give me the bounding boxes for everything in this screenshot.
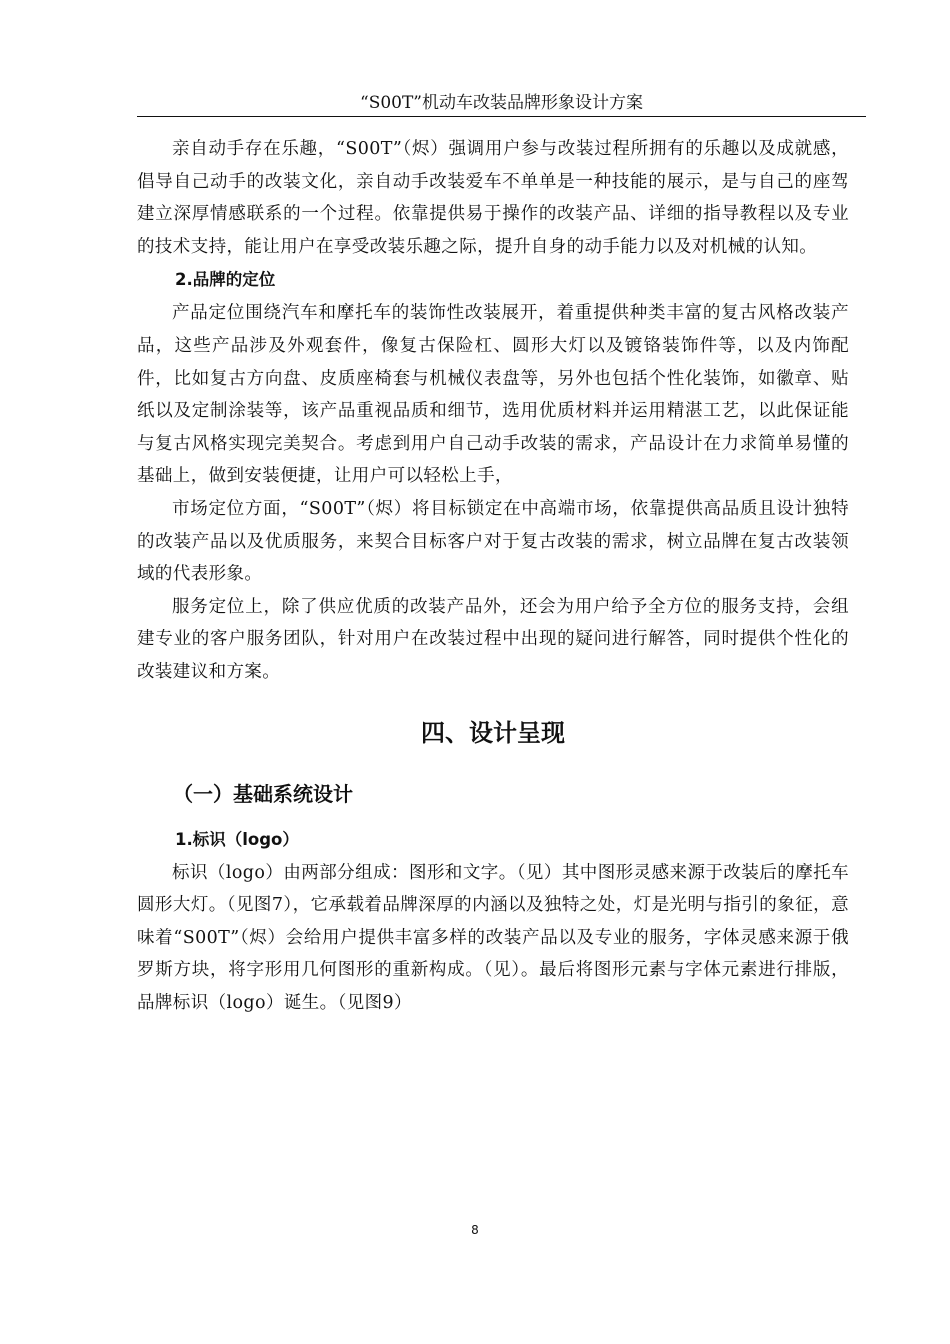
subheading-logo: 1.标识（logo） — [175, 829, 299, 849]
paragraph-diy-fun: 亲自动手存在乐趣，“S00T”（烬）强调用户参与改装过程所拥有的乐趣以及成就感，倡导自己动手的改装文化，亲自动手改装爱车不单单是一种技能的展示，是与自己的座驾建立深厚情感联系的一个过程。依靠提供易于操作的改装产品、详细的指导教程以及专业的技术支持，能让用户在享受改装乐趣之际，提升自身的动手能力以及对机械的认知。 — [137, 139, 849, 257]
chapter-heading-design: 四、设计呈现 — [421, 718, 565, 747]
paragraph-service-positioning: 服务定位上，除了供应优质的改装产品外，还会为用户给予全方位的服务支持，会组建专业的客户服务团队，针对用户在改装过程中出现的疑问进行解答，同时提供个性化的改装建议和方案。 — [137, 596, 849, 682]
page-number: 8 — [471, 1223, 479, 1237]
page-body — [137, 133, 849, 1019]
paragraph-logo-description: 标识（logo）由两部分组成：图形和文字。（见）其中图形灵感来源于改装后的摩托车圆形大灯。（见图7），它承载着品牌深厚的内涵以及独特之处，灯是光明与指引的象征，意味着“S00T”（烬）会给用户提供丰富多样的改装产品以及专业的服务，字体灵感来源于俄罗斯方块，将字形用几何图形的重新构成。（见）。最后将图形元素与字体元素进行排版，品牌标识（logo）诞生。（见图9） — [137, 862, 849, 1013]
subheading-brand-positioning: 2.品牌的定位 — [175, 270, 276, 290]
running-header: “S00T”机动车改装品牌形象设计方案 — [137, 90, 866, 117]
paragraph-product-positioning: 产品定位围绕汽车和摩托车的装饰性改装展开，着重提供种类丰富的复古风格改装产品，这些产品涉及外观套件，像复古保险杠、圆形大灯以及镀铬装饰件等，以及内饰配件，比如复古方向盘、皮质座椅套与机械仪表盘等，另外也包括个性化装饰，如徽章、贴纸以及定制涂装等，该产品重视品质和细节，选用优质材料并运用精湛工艺，以此保证能与复古风格实现完美契合。考虑到用户自己动手改装的需求，产品设计在力求简单易懂的基础上，做到安装便捷，让用户可以轻松上手， — [137, 303, 849, 487]
section-heading-basic-system: （一）基础系统设计 — [173, 781, 353, 806]
paragraph-market-positioning: 市场定位方面，“S00T”（烬）将目标锁定在中高端市场，依靠提供高品质且设计独特的改装产品以及优质服务，来契合目标客户对于复古改装的需求，树立品牌在复古改装领域的代表形象。 — [137, 498, 849, 585]
